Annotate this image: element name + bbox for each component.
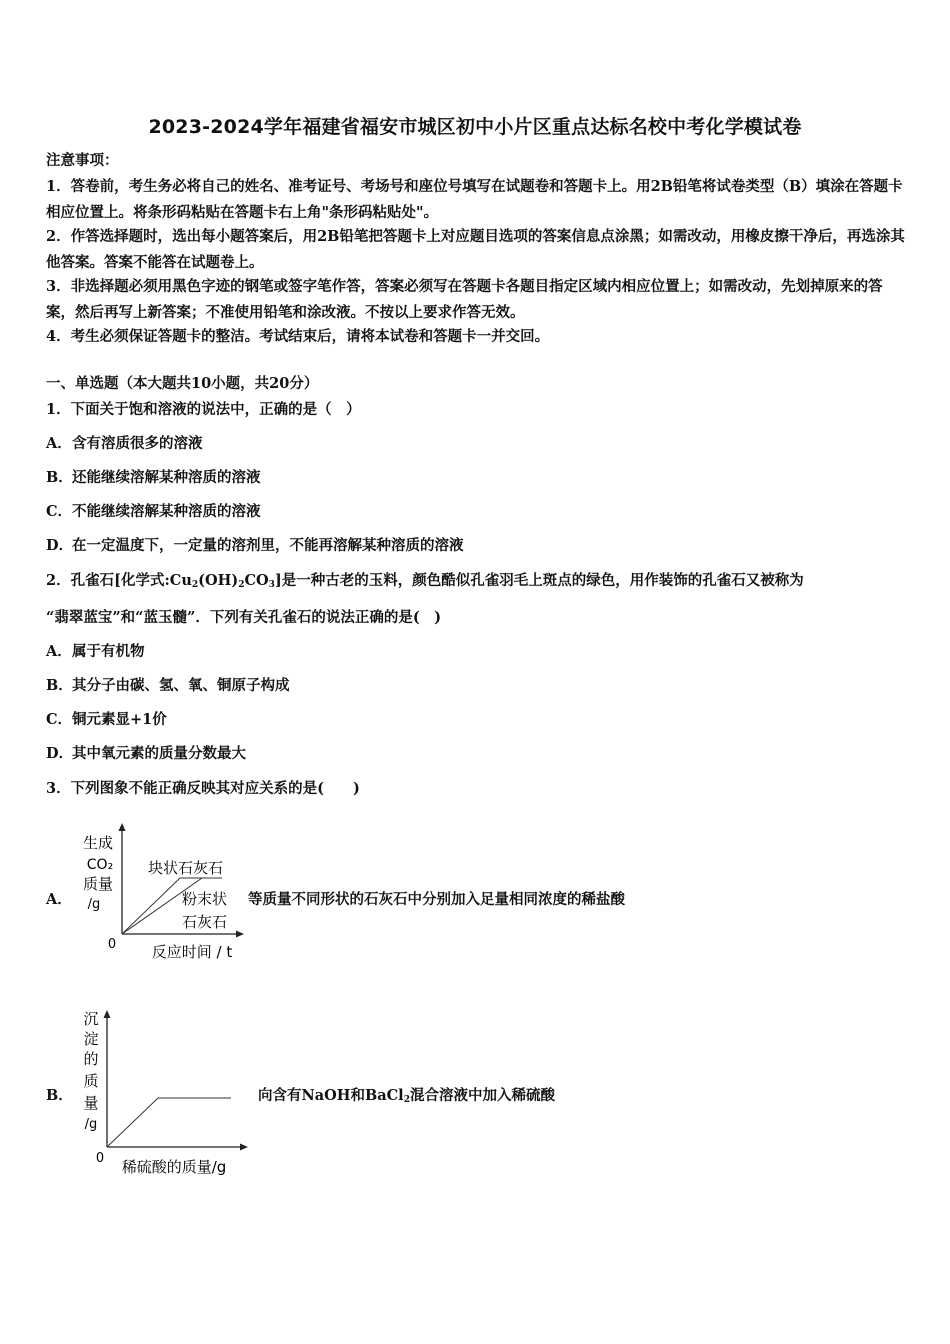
precipitate-curve xyxy=(107,1098,231,1147)
y-label-line: /g xyxy=(87,897,101,912)
option-letter: C． xyxy=(46,711,73,728)
q2-stem-part: (OH) xyxy=(198,572,239,589)
caption-part: 混合溶液中加入稀硫酸 xyxy=(409,1087,555,1104)
y-label-char: 沉 xyxy=(83,1010,99,1028)
x-axis-label: 反应时间 / t xyxy=(151,943,233,961)
option-text: 铜元素显+1价 xyxy=(72,711,167,728)
y-label-char: 质 xyxy=(83,1072,99,1090)
option-text: 属于有机物 xyxy=(72,643,145,660)
q1-option-b xyxy=(46,468,906,488)
q2-sub: 2 xyxy=(191,580,199,590)
y-label-line: 生成 xyxy=(82,834,114,852)
option-text: 在一定温度下，一定量的溶剂里，不能再溶解某种溶质的溶液 xyxy=(72,537,464,554)
y-axis-arrow-icon xyxy=(104,1010,111,1018)
q1-option-c xyxy=(46,502,906,522)
section-heading: 一、单选题（本大题共10小题，共20分） xyxy=(46,375,319,392)
notice-item-3: 3．非选择题必须用黑色字迹的钢笔或签字笔作答，答案必须写在答题卡各题目指定区域内相应位置上；如需改动，先划掉原来的答案，然后再写上新答案；不准使用铅笔和涂改液。不按以上要求作答无效。 xyxy=(46,278,883,321)
q2-stem-part: CO xyxy=(244,572,269,589)
series-label-lump: 块状石灰石 xyxy=(148,859,224,877)
origin-label: 0 xyxy=(95,1151,105,1166)
option-text: 还能继续溶解某种溶质的溶液 xyxy=(72,469,261,486)
option-text: 其中氧元素的质量分数最大 xyxy=(72,745,246,762)
q3-figb-graph xyxy=(76,1004,256,1184)
option-letter: A． xyxy=(46,435,72,452)
notice-heading: 注意事项： xyxy=(46,152,119,169)
q3-figb-caption xyxy=(258,1084,555,1105)
origin-label: 0 xyxy=(107,937,117,952)
y-label-char: 的 xyxy=(83,1050,99,1068)
q2-stem-line2: “翡翠蓝宝”和“蓝玉髓”．下列有关孔雀石的说法正确的是( ) xyxy=(46,609,442,626)
caption-part: 向含有NaOH和BaCl xyxy=(258,1087,404,1104)
q1-option-d xyxy=(46,536,906,556)
y-label-char: 量 xyxy=(83,1094,99,1112)
exam-title: 2023-2024学年福建省福安市城区初中小片区重点达标名校中考化学模试卷 xyxy=(148,116,802,138)
x-axis-arrow-icon xyxy=(236,931,244,938)
q2-stem-line1 xyxy=(46,571,906,595)
option-letter: D． xyxy=(46,537,74,554)
q2-option-d xyxy=(46,744,906,764)
y-label-char: 淀 xyxy=(83,1030,99,1048)
q2-stem-part: ]是一种古老的玉料，颜色酷似孔雀羽毛上斑点的绿色，用作装饰的孔雀石又被称为 xyxy=(274,572,804,589)
x-axis-label: 稀硫酸的质量/g xyxy=(121,1158,227,1176)
option-letter: A． xyxy=(46,643,72,660)
series-label-powder: 粉末状 xyxy=(182,890,228,908)
q3-figa-graph xyxy=(70,818,250,968)
notice-item-1: 1．答卷前，考生务必将自己的姓名、准考证号、考场号和座位号填写在试题卷和答题卡上。用2B铅笔将试卷类型（B）填涂在答题卡相应位置上。将条形码粘贴在答题卡右上角"条形码粘贴处"。 xyxy=(46,178,903,221)
q2-stem-part: 2．孔雀石[化学式:Cu xyxy=(46,572,192,589)
q2-option-c xyxy=(46,710,906,730)
option-text: 不能继续溶解某种溶质的溶液 xyxy=(72,503,261,520)
option-letter: C． xyxy=(46,503,73,520)
y-label-line: CO₂ xyxy=(86,857,114,873)
q1-stem: 1．下面关于饱和溶液的说法中，正确的是（ ） xyxy=(46,401,361,418)
option-text: 含有溶质很多的溶液 xyxy=(72,435,203,452)
option-letter: D． xyxy=(46,745,74,762)
option-letter: B． xyxy=(46,677,73,694)
q2-option-b xyxy=(46,676,906,696)
q3-figa-caption: 等质量不同形状的石灰石中分别加入足量相同浓度的稀盐酸 xyxy=(248,891,625,908)
x-axis-arrow-icon xyxy=(240,1144,248,1151)
notice-item-2: 2．作答选择题时，选出每小题答案后，用2B铅笔把答题卡上对应题目选项的答案信息点涂黑；如需改动，用橡皮擦干净后，再选涂其他答案。答案不能答在试题卷上。 xyxy=(46,228,905,271)
series-label-powder-line2: 石灰石 xyxy=(182,913,228,931)
q3-figa-letter: A． xyxy=(46,891,72,908)
option-letter: B． xyxy=(46,469,73,486)
q2-sub: 2 xyxy=(238,580,245,590)
option-text: 其分子由碳、氢、氧、铜原子构成 xyxy=(72,677,290,694)
q3-figb-letter: B． xyxy=(46,1087,73,1104)
q2-option-a xyxy=(46,642,906,662)
y-label-char: /g xyxy=(84,1117,98,1132)
q2-sub: 3 xyxy=(268,580,275,590)
notice-item-4: 4．考生必须保证答题卡的整洁。考试结束后，请将本试卷和答题卡一并交回。 xyxy=(46,328,550,345)
q1-option-a xyxy=(46,434,906,454)
caption-sub: 2 xyxy=(403,1095,410,1105)
y-label-line: 质量 xyxy=(82,875,114,893)
q3-stem: 3．下列图象不能正确反映其对应关系的是( ) xyxy=(46,780,360,797)
y-axis-arrow-icon xyxy=(119,823,126,831)
